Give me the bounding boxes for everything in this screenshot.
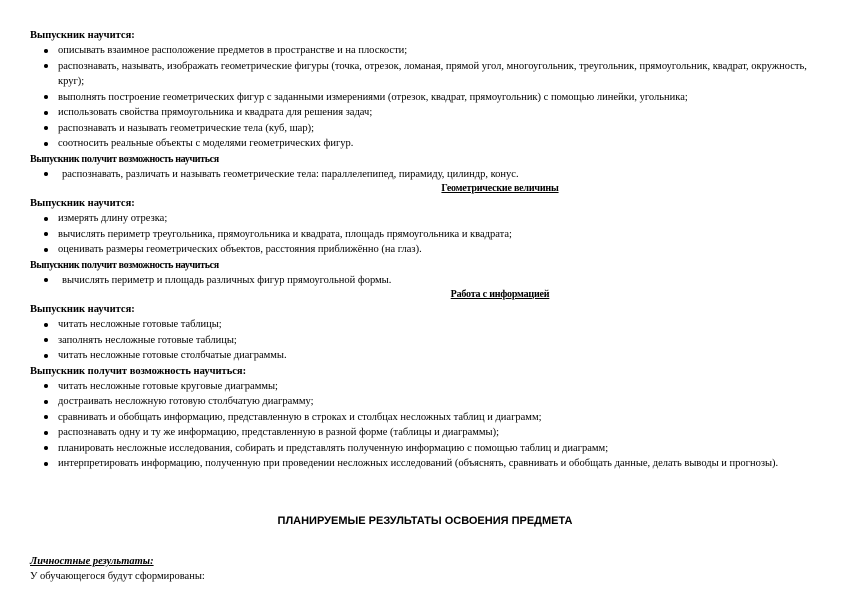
list-item: соотносить реальные объекты с моделями геометрических фигур.	[58, 136, 820, 152]
list-block2	[30, 211, 820, 258]
list-item: выполнять построение геометрических фигур с заданными измерениями (отрезок, квадрат, прямоугольник) с помощью линейки, угольника;	[58, 90, 820, 106]
list-block3-opp	[30, 379, 820, 472]
list-item: распознавать и называть геометрические тела (куб, шар);	[58, 121, 820, 137]
header-opportunity-3: Выпускник получит возможность научиться:	[30, 365, 247, 377]
header-opportunity-1: Выпускник получит возможность научиться	[30, 153, 219, 165]
list-item: планировать несложные исследования, собирать и представлять полученную информацию с помощью таблиц и диаграмм;	[58, 441, 820, 457]
list-item: сравнивать и обобщать информацию, представленную в строках и столбцах несложных таблиц и диаграмм;	[58, 410, 820, 426]
list-item: описывать взаимное расположение предметов в пространстве и на плоскости;	[58, 43, 820, 59]
section-title-geom-values: Геометрические величины	[441, 183, 559, 194]
students-formed-text: У обучающегося будут сформированы:	[30, 571, 205, 582]
list-item: оценивать размеры геометрических объектов, расстояния приближённо (на глаз).	[58, 242, 820, 258]
list-block1	[30, 43, 820, 152]
personal-results-heading: Личностные результаты:	[30, 556, 154, 567]
list-block2-opp	[30, 273, 820, 289]
list-item: достраивать несложную готовую столбчатую диаграмму;	[58, 394, 820, 410]
list-item: вычислять периметр и площадь различных фигур прямоугольной формы.	[58, 273, 820, 289]
list-item: вычислять периметр треугольника, прямоугольника и квадрата, площадь прямоугольника и квадрата;	[58, 227, 820, 243]
list-item: интерпретировать информацию, полученную при проведении несложных исследований (объяснять, сравнивать и обобщать данные, делать выводы и прогнозы).	[58, 456, 820, 472]
list-block3	[30, 317, 820, 364]
main-title: ПЛАНИРУЕМЫЕ РЕЗУЛЬТАТЫ ОСВОЕНИЯ ПРЕДМЕТА	[277, 515, 573, 527]
list-item: распознавать, различать и называть геометрические тела: параллелепипед, пирамиду, цилиндр, конус.	[58, 167, 820, 183]
header-opportunity-2: Выпускник получит возможность научиться	[30, 259, 219, 271]
list-item: читать несложные готовые таблицы;	[58, 317, 820, 333]
list-item: читать несложные готовые столбчатые диаграммы.	[58, 348, 820, 364]
list-item: измерять длину отрезка;	[58, 211, 820, 227]
list-item: распознавать, называть, изображать геометрические фигуры (точка, отрезок, ломаная, прямой угол, многоугольник, треугольник, прямоугольник, квадрат, окружность, круг);	[58, 59, 820, 90]
header-learn-3: Выпускник научится:	[30, 304, 135, 315]
list-item: заполнять несложные готовые таблицы;	[58, 333, 820, 349]
list-item: читать несложные готовые круговые диаграммы;	[58, 379, 820, 395]
header-learn-1: Выпускник научится:	[30, 30, 135, 41]
section-title-info: Работа с информацией	[450, 289, 550, 300]
list-block1-opp	[30, 167, 820, 183]
document-page	[30, 28, 820, 582]
header-learn-2: Выпускник научится:	[30, 198, 135, 209]
list-item: использовать свойства прямоугольника и квадрата для решения задач;	[58, 105, 820, 121]
list-item: распознавать одну и ту же информацию, представленную в разной форме (таблицы и диаграммы);	[58, 425, 820, 441]
